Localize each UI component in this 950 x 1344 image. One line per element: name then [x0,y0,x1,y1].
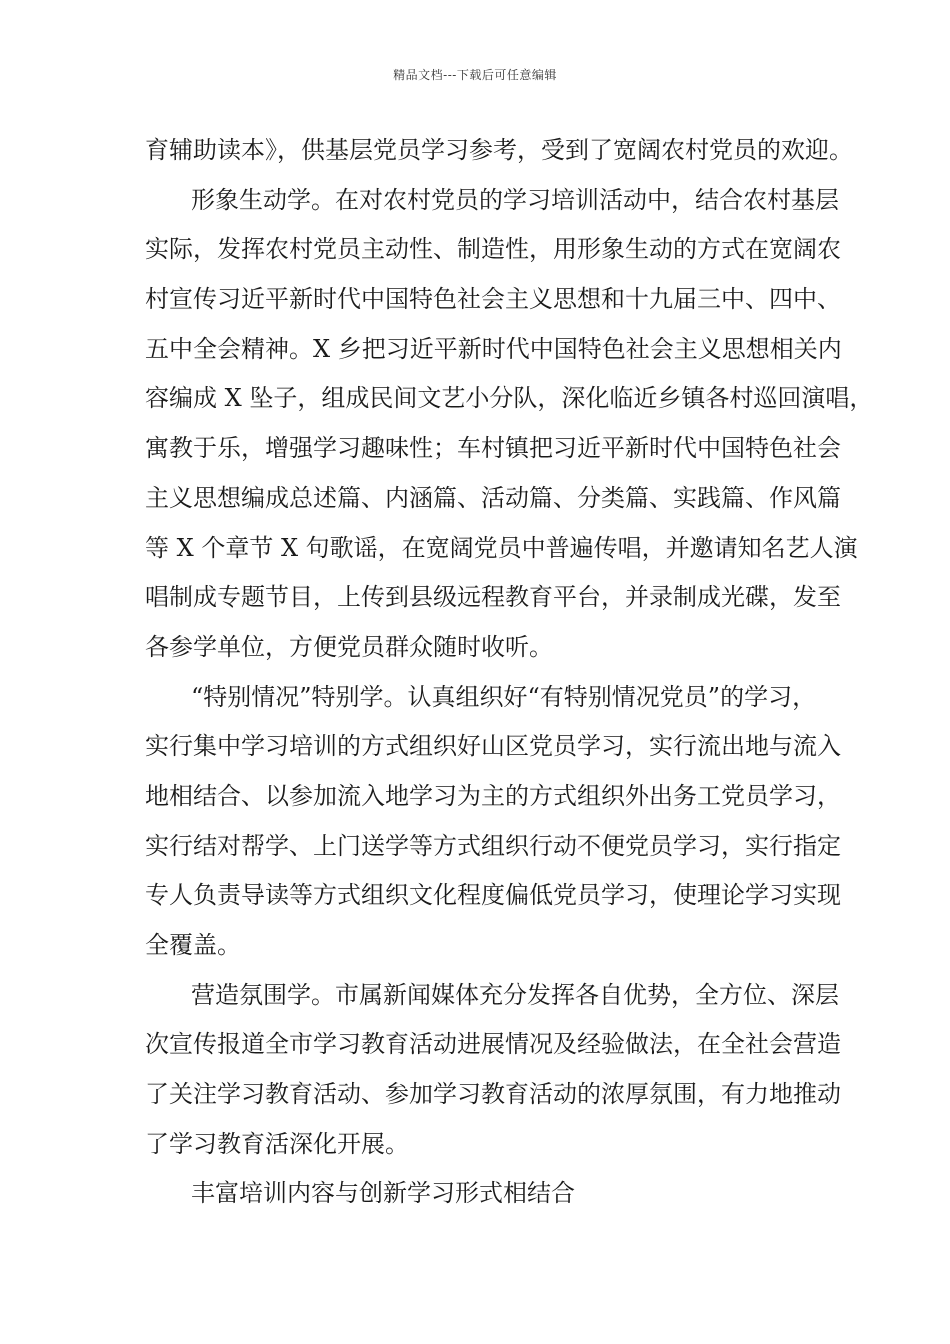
text-line: 容编成 X 坠子，组成民间文艺小分队，深化临近乡镇各村巡回演唱， [145,384,874,413]
text-line: 育辅助读本》，供基层党员学习参考，受到了宽阔农村党员的欢迎。 [145,136,853,164]
text-line: 全覆盖。 [145,931,241,959]
text-line: 实行结对帮学、上门送学等方式组织行动不便党员学习，实行指定 [145,831,841,860]
text-line: 五中全会精神。X 乡把习近平新时代中国特色社会主义思想相关内 [145,334,842,363]
text-line: 村宣传习近平新时代中国特色社会主义思想和十九届三中、四中、 [145,285,841,314]
paragraph-start-line: “特别情况”特别学。认真组织好“有特别情况党员”的学习， [191,682,817,711]
text-line: 等 X 个章节 X 句歌谣，在宽阔党员中普遍传唱，并邀请知名艺人演 [145,533,858,562]
text-line: 专人负责导读等方式组织文化程度偏低党员学习，使理论学习实现 [145,881,841,910]
document-body [145,130,874,1223]
paragraph-start-line: 形象生动学。在对农村党员的学习培训活动中，结合农村基层 [191,185,839,214]
text-line: 地相结合、以参加流入地学习为主的方式组织外出务工党员学习， [145,781,841,810]
text-line: 主义思想编成总述篇、内涵篇、活动篇、分类篇、实践篇、作风篇 [145,483,841,512]
paragraph-start-line: 营造氛围学。市属新闻媒体充分发挥各自优势，全方位、深层 [191,980,839,1009]
section-heading: 丰富培训内容与创新学习形式相结合 [191,1179,575,1208]
text-line: 次宣传报道全市学习教育活动进展情况及经验做法，在全社会营造 [145,1030,841,1059]
text-line: 唱制成专题节目，上传到县级远程教育平台，并录制成光碟，发至 [145,583,841,612]
text-line: 寓教于乐，增强学习趣味性；车村镇把习近平新时代中国特色社会 [145,434,841,463]
page-header: 精品文档---下载后可任意编辑 [393,68,557,82]
text-line: 了学习教育活深化开展。 [145,1129,409,1158]
text-line: 实行集中学习培训的方式组织好山区党员学习，实行流出地与流入 [145,732,841,761]
text-line: 各参学单位，方便党员群众随时收听。 [145,632,553,661]
text-line: 了关注学习教育活动、参加学习教育活动的浓厚氛围，有力地推动 [145,1080,841,1109]
text-line: 实际，发挥农村党员主动性、制造性，用形象生动的方式在宽阔农 [145,235,841,264]
